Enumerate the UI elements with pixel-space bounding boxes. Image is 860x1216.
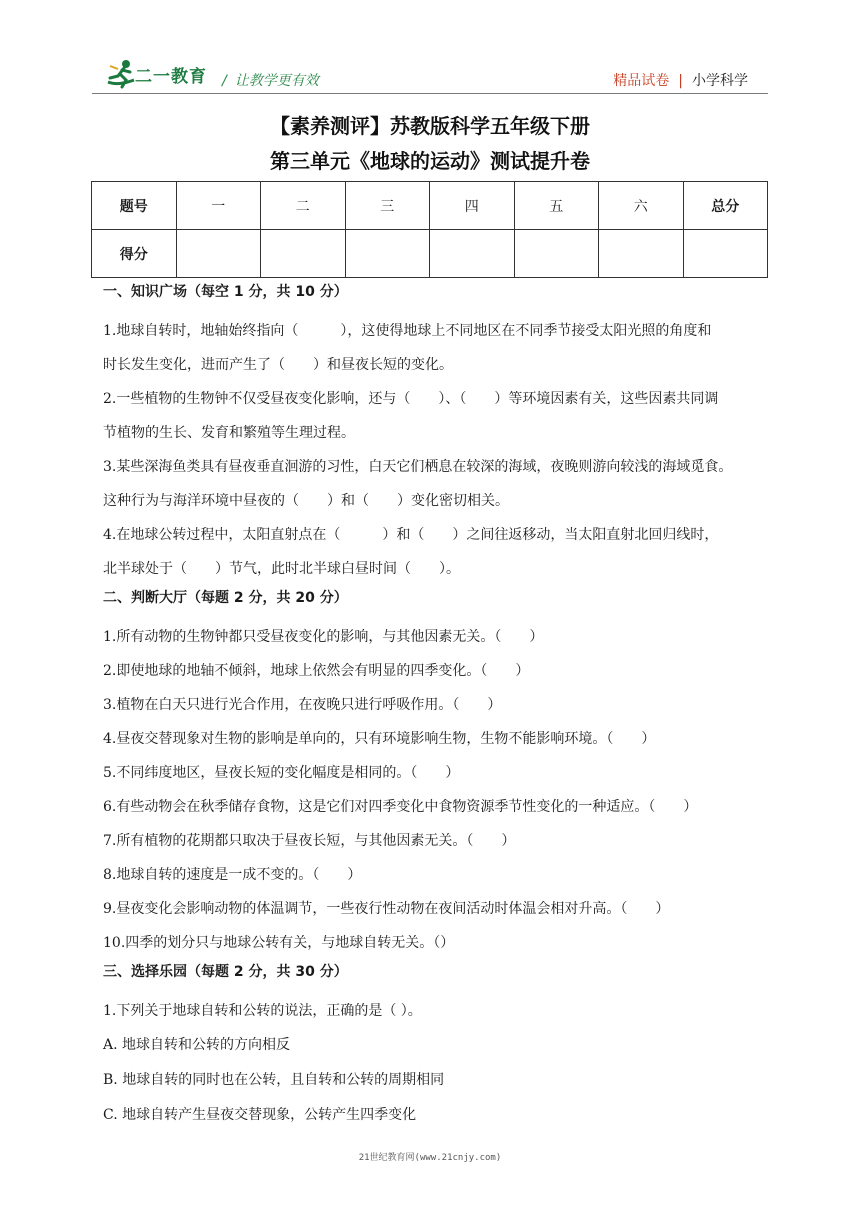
score-entry-cell[interactable] — [345, 230, 430, 278]
header-tags — [613, 70, 748, 90]
slogan-text: 让教学更有效 — [234, 73, 319, 89]
page-footer: 21世纪教育网(www.21cnjy.com) — [358, 1153, 502, 1163]
fill-blank-line: 3.某些深海鱼类具有昼夜垂直洄游的习性，白天它们栖息在较深的海域，夜晚则游向较浅的海域觅食。 — [103, 459, 733, 475]
true-false-item: 2.即使地球的地轴不倾斜，地球上依然会有明显的四季变化。（ ） — [103, 663, 530, 679]
true-false-item: 7.所有植物的花期都只取决于昼夜长短，与其他因素无关。（ ） — [103, 833, 516, 849]
score-table-score-row — [92, 230, 768, 278]
score-entry-cell[interactable] — [514, 230, 599, 278]
true-false-item: 8.地球自转的速度是一成不变的。（ ） — [103, 867, 362, 883]
page-header — [0, 0, 860, 100]
exam-subtitle: 第三单元《地球的运动》测试提升卷 — [270, 149, 590, 173]
score-table-cell: 总分 — [683, 182, 768, 230]
section-heading-1: 一、知识广场（每空 1 分，共 10 分） — [103, 284, 348, 300]
section-heading-2: 二、判断大厅（每题 2 分，共 20 分） — [103, 590, 348, 606]
score-table-cell: 六 — [599, 182, 684, 230]
fill-blank-line: 4.在地球公转过程中，太阳直射点在（ ）和（ ）之间往返移动，当太阳直射北回归线时， — [103, 527, 719, 543]
exam-title: 【素养测评】苏教版科学五年级下册 — [270, 114, 590, 138]
fill-blank-line: 北半球处于（ ）节气，此时北半球白昼时间（ ）。 — [103, 561, 460, 577]
true-false-item: 1.所有动物的生物钟都只受昼夜变化的影响，与其他因素无关。（ ） — [103, 629, 544, 645]
score-table-cell: 一 — [176, 182, 261, 230]
score-entry-cell[interactable] — [176, 230, 261, 278]
choice-option-a: A. 地球自转和公转的方向相反 — [103, 1037, 291, 1053]
score-entry-cell[interactable] — [599, 230, 684, 278]
true-false-item: 10.四季的划分只与地球公转有关，与地球自转无关。（） — [103, 935, 455, 951]
tag-subject: 小学科学 — [692, 73, 748, 89]
true-false-item: 5.不同纬度地区，昼夜长短的变化幅度是相同的。（ ） — [103, 765, 460, 781]
fill-blank-line: 这种行为与海洋环境中昼夜的（ ）和（ ）变化密切相关。 — [103, 493, 509, 509]
slogan: / 让教学更有效 — [222, 73, 319, 89]
fill-blank-line: 1.地球自转时，地轴始终指向（ ），这使得地球上不同地区在不同季节接受太阳光照的角度和 — [103, 323, 712, 339]
true-false-item: 4.昼夜交替现象对生物的影响是单向的，只有环境影响生物，生物不能影响环境。（ ） — [103, 731, 656, 747]
score-table-cell: 二 — [261, 182, 346, 230]
choice-option-c: C. 地球自转产生昼夜交替现象，公转产生四季变化 — [103, 1107, 417, 1123]
score-table — [91, 181, 768, 278]
logo-text: 二一教育 — [135, 67, 207, 87]
choice-question: 1.下列关于地球自转和公转的说法，正确的是（ ）。 — [103, 1003, 422, 1019]
score-table-header-row — [92, 182, 768, 230]
score-entry-cell[interactable] — [683, 230, 768, 278]
score-table-cell: 五 — [514, 182, 599, 230]
exam-content — [103, 280, 763, 1133]
score-table-cell: 三 — [345, 182, 430, 230]
true-false-item: 6.有些动物会在秋季储存食物，这是它们对四季变化中食物资源季节性变化的一种适应。（ ） — [103, 799, 698, 815]
fill-blank-line: 时长发生变化，进而产生了（ ）和昼夜长短的变化。 — [103, 357, 453, 373]
tag-quality: 精品试卷 — [613, 73, 670, 89]
true-false-item: 3.植物在白天只进行光合作用，在夜晚只进行呼吸作用。（ ） — [103, 697, 502, 713]
choice-option-b: B. 地球自转的同时也在公转，且自转和公转的周期相同 — [103, 1072, 445, 1088]
score-table-cell: 题号 — [92, 182, 177, 230]
fill-blank-line: 2.一些植物的生物钟不仅受昼夜变化影响，还与（ ）、（ ）等环境因素有关，这些因素共同调 — [103, 391, 719, 407]
score-table-cell: 四 — [430, 182, 515, 230]
score-entry-cell[interactable] — [261, 230, 346, 278]
fill-blank-line: 节植物的生长、发育和繁殖等生理过程。 — [103, 425, 355, 441]
header-divider — [92, 93, 768, 94]
score-entry-cell[interactable] — [430, 230, 515, 278]
tag-separator: | — [678, 73, 683, 89]
section-heading-3: 三、选择乐园（每题 2 分，共 30 分） — [103, 964, 348, 980]
score-label-cell: 得分 — [92, 230, 177, 278]
true-false-item: 9.昼夜变化会影响动物的体温调节，一些夜行性动物在夜间活动时体温会相对升高。（ ） — [103, 901, 670, 917]
